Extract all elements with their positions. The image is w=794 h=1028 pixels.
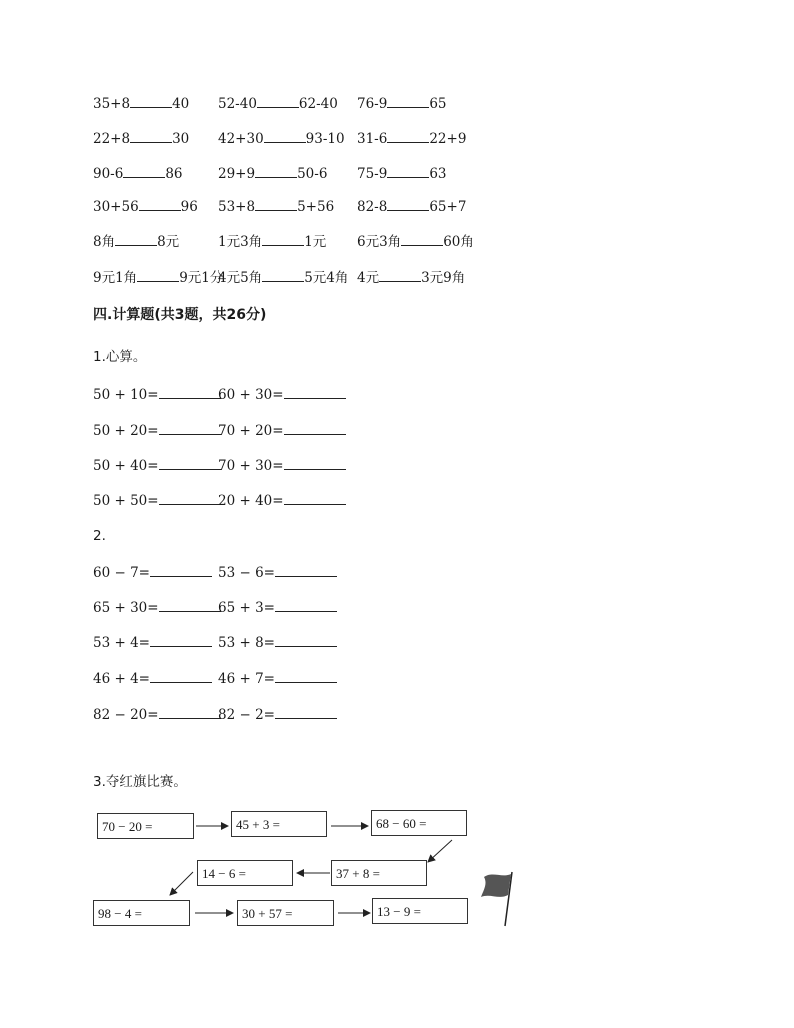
compare-left: 52-40 bbox=[218, 96, 257, 112]
equation-text: 50 + 20= bbox=[93, 423, 159, 439]
equation-text: 70 + 30= bbox=[218, 458, 284, 474]
equation-text: 65 + 30= bbox=[93, 600, 159, 616]
question-1-title: 1.心算。 bbox=[93, 349, 147, 365]
race-box-8: 13 − 9 = bbox=[372, 898, 468, 924]
compare-right: 5元4角 bbox=[304, 270, 349, 286]
equation-text: 46 + 7= bbox=[218, 671, 275, 687]
compare-left: 1元3角 bbox=[218, 234, 263, 250]
race-box-4: 14 − 6 = bbox=[197, 860, 293, 886]
section-title: 四.计算题(共3题，共26分) bbox=[93, 307, 267, 323]
equation-text: 53 − 6= bbox=[218, 565, 275, 581]
race-box-2: 45 + 3 = bbox=[231, 811, 327, 837]
compare-right: 65+7 bbox=[429, 199, 467, 215]
compare-left: 35+8 bbox=[93, 96, 131, 112]
compare-left: 30+56 bbox=[93, 199, 139, 215]
compare-left: 9元1角 bbox=[93, 270, 138, 286]
compare-left: 22+8 bbox=[93, 131, 131, 147]
compare-right: 65 bbox=[429, 96, 447, 112]
compare-left: 76-9 bbox=[357, 96, 388, 112]
equation-text: 60 − 7= bbox=[93, 565, 150, 581]
arrow-down-left-2 bbox=[170, 872, 193, 895]
compare-right: 60角 bbox=[443, 234, 474, 250]
race-box-1: 70 − 20 = bbox=[97, 813, 194, 839]
compare-left: 6元3角 bbox=[357, 234, 402, 250]
compare-left: 90-6 bbox=[93, 166, 124, 182]
arrow-down-left-1 bbox=[428, 840, 452, 862]
compare-left: 75-9 bbox=[357, 166, 388, 182]
race-box-3: 68 − 60 = bbox=[371, 810, 467, 836]
equation-text: 53 + 4= bbox=[93, 635, 150, 651]
race-box-7: 30 + 57 = bbox=[237, 900, 334, 926]
compare-left: 4元5角 bbox=[218, 270, 263, 286]
equation-text: 82 − 20= bbox=[93, 707, 159, 723]
compare-right: 63 bbox=[429, 166, 447, 182]
race-box-6: 98 − 4 = bbox=[93, 900, 190, 926]
compare-right: 1元 bbox=[304, 234, 327, 250]
compare-right: 40 bbox=[172, 96, 190, 112]
compare-left: 29+9 bbox=[218, 166, 256, 182]
compare-right: 62-40 bbox=[298, 96, 338, 112]
flag-icon bbox=[481, 872, 512, 926]
compare-right: 93-10 bbox=[305, 131, 345, 147]
compare-left: 4元 bbox=[357, 270, 380, 286]
race-box-5: 37 + 8 = bbox=[331, 860, 427, 886]
compare-right: 9元1分 bbox=[179, 270, 224, 286]
compare-left: 31-6 bbox=[357, 131, 388, 147]
compare-left: 8角 bbox=[93, 234, 116, 250]
equation-text: 53 + 8= bbox=[218, 635, 275, 651]
equation-text: 50 + 50= bbox=[93, 493, 159, 509]
compare-left: 53+8 bbox=[218, 199, 256, 215]
compare-left: 42+30 bbox=[218, 131, 264, 147]
compare-right: 30 bbox=[172, 131, 190, 147]
compare-right: 22+9 bbox=[429, 131, 467, 147]
equation-text: 82 − 2= bbox=[218, 707, 275, 723]
compare-right: 8元 bbox=[157, 234, 180, 250]
equation-text: 50 + 10= bbox=[93, 387, 159, 403]
question-3-title: 3.夺红旗比赛。 bbox=[93, 774, 187, 790]
equation-text: 50 + 40= bbox=[93, 458, 159, 474]
question-2-title: 2. bbox=[93, 528, 106, 544]
equation-text: 20 + 40= bbox=[218, 493, 284, 509]
compare-right: 3元9角 bbox=[421, 270, 466, 286]
equation-text: 46 + 4= bbox=[93, 671, 150, 687]
compare-right: 50-6 bbox=[297, 166, 328, 182]
compare-left: 82-8 bbox=[357, 199, 388, 215]
equation-text: 70 + 20= bbox=[218, 423, 284, 439]
compare-right: 86 bbox=[165, 166, 183, 182]
equation-text: 65 + 3= bbox=[218, 600, 275, 616]
compare-right: 96 bbox=[180, 199, 198, 215]
compare-right: 5+56 bbox=[297, 199, 335, 215]
equation-text: 60 + 30= bbox=[218, 387, 284, 403]
